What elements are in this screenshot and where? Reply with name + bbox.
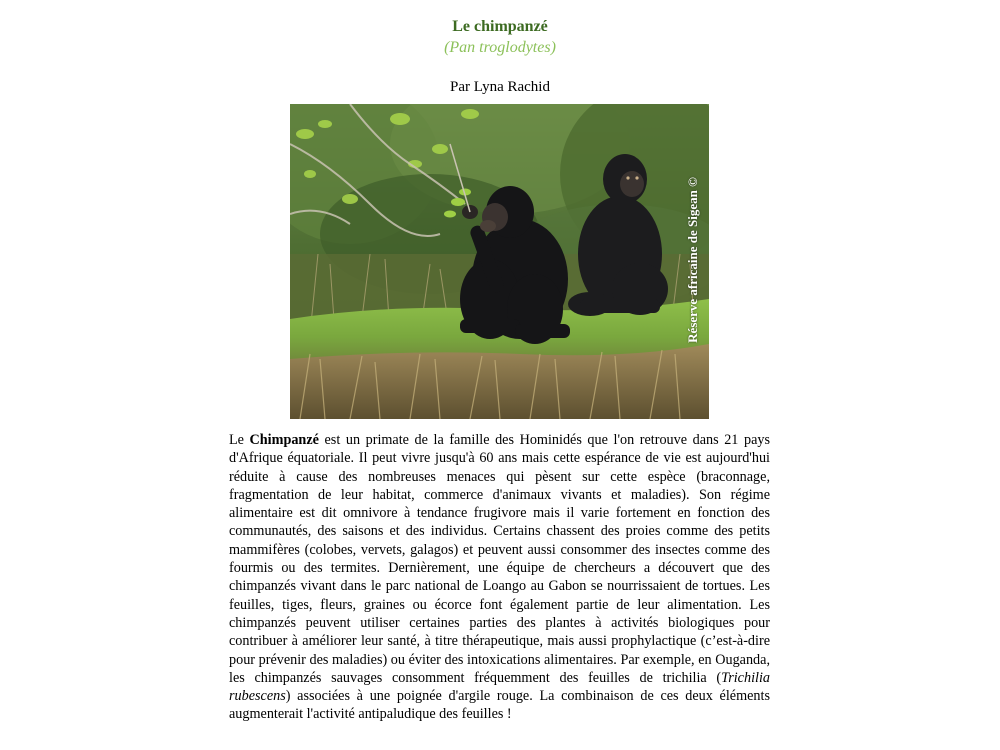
- species-name-bold: Chimpanzé: [249, 432, 319, 448]
- chimpanzee-photo: [290, 104, 709, 419]
- article-paragraph: [229, 431, 770, 724]
- photo-credit-text: Réserve africaine de Sigean ©: [685, 177, 700, 343]
- chimpanzee-photo-illustration: [290, 104, 709, 419]
- paragraph-intro: Le: [229, 432, 250, 448]
- article-subtitle: [0, 38, 1000, 58]
- subtitle-latin-name: Pan troglodytes: [449, 39, 551, 56]
- subtitle-close-paren: ): [550, 39, 556, 56]
- article-title: [0, 17, 1000, 37]
- author-byline: [0, 77, 1000, 97]
- paragraph-end: ) associées à une poignée d'argile rouge. La combinaison de ces deux éléments augmenterait l'activité antipaludique des feuilles !: [229, 688, 770, 723]
- plant-species-italic: Trichilia rubescens: [229, 669, 770, 705]
- article-title-text: Le chimpanzé: [452, 18, 548, 35]
- paragraph-main: est un primate de la famille des Hominidés que l'on retrouve dans 21 pays d'Afrique équatoriale. Il peut vivre jusqu'à 60 ans mais cette espérance de vie est aujourd'hui réduite à cause des nombreuses menaces qui pèsent sur cette espèce (braconnage, fragmentation de leur habitat, commerce d'animaux vivants et maladies). Son régime alimentaire est dit omnivore à tendance frugivore mais il varie fortement en fonction des communautés, des saisons et des individus. Certains chassent des proies comme des petits mammifères (colobes, vervets, galagos) et peuvent aussi consommer des insectes comme des fourmis ou des termites. Dernièrement, une équipe de chercheurs a découvert que des chimpanzés vivant dans le parc national de Loango au Gabon se nourrissaient de tortues. Les feuilles, tiges, fleurs, graines ou écorce font également partie de leur alimentation. Les chimpanzés peuvent utiliser certaines parties des plantes à activités biologiques pour contribuer à améliorer leur santé, à titre thérapeutique, mais aussi prophylactique (c’est-à-dire pour prévenir des maladies) ou éviter des intoxications alimentaires. Par exemple, en Ouganda, les chimpanzés sauvages consomment fréquemment des feuilles de trichilia (: [229, 432, 770, 686]
- author-name: Par Lyna Rachid: [450, 79, 550, 95]
- subtitle-open-paren: (: [444, 39, 450, 56]
